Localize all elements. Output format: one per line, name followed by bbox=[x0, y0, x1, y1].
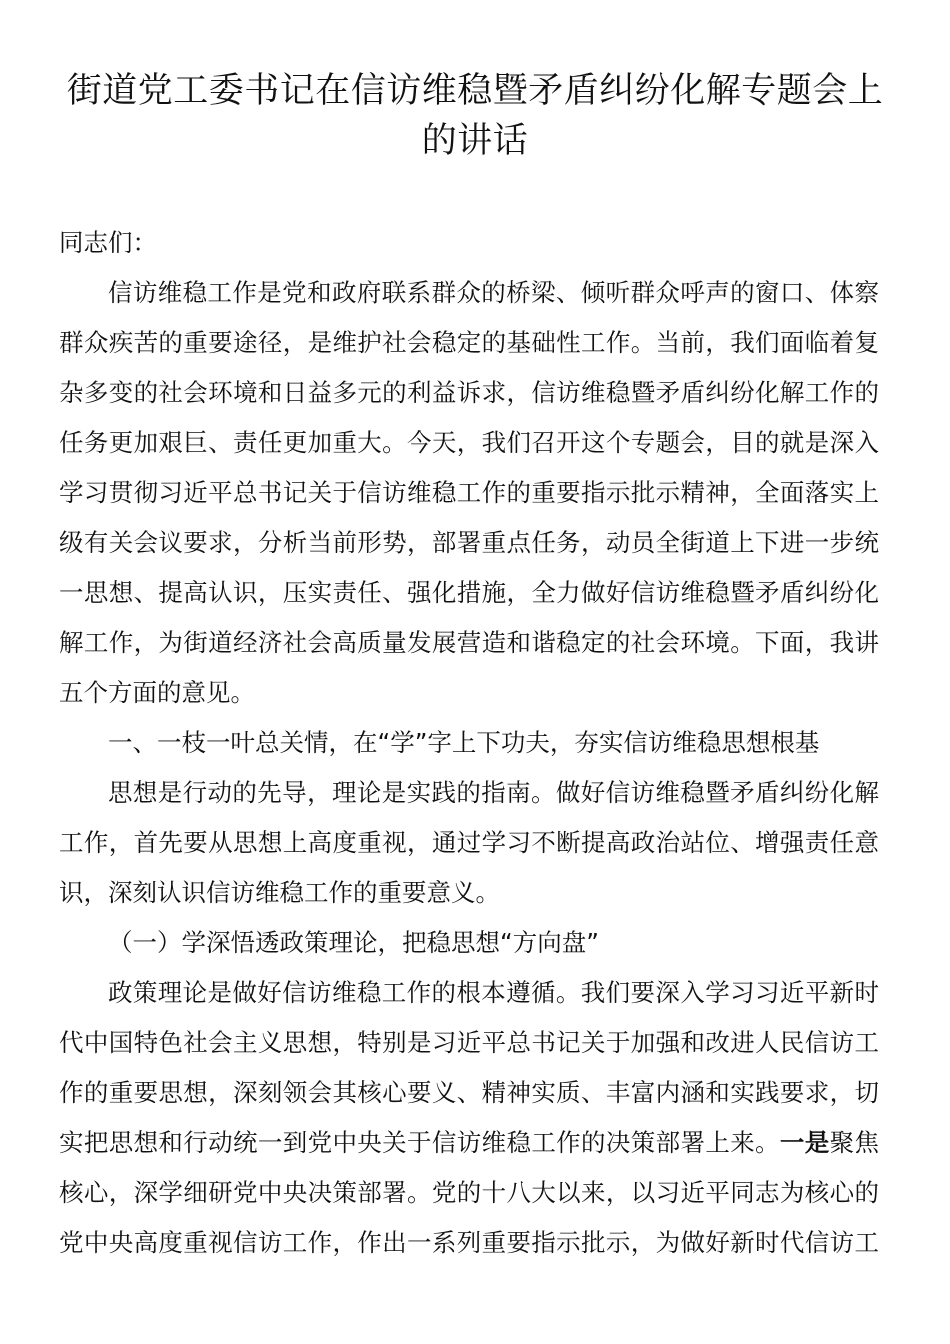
paragraph-line: 识，深刻认识信访维稳工作的重要意义。 bbox=[59, 878, 500, 907]
paragraph-line: 群众疾苦的重要途径，是维护社会稳定的基础性工作。当前，我们面临着复 bbox=[59, 328, 879, 357]
subsection-heading: （一）学深悟透政策理论，把稳思想“方向盘” bbox=[108, 928, 599, 957]
paragraph-line: 级有关会议要求，分析当前形势，部署重点任务，动员全街道上下进一步统 bbox=[59, 528, 879, 557]
title-line-2: 的讲话 bbox=[421, 121, 529, 161]
paragraph-text: 实把思想和行动统一到党中央关于信访维稳工作的决策部署上来。 bbox=[59, 1128, 780, 1157]
paragraph-text: 聚焦 bbox=[829, 1128, 879, 1157]
paragraph-line: 任务更加艰巨、责任更加重大。今天，我们召开这个专题会，目的就是深入 bbox=[59, 428, 879, 457]
paragraph-line: 作的重要思想，深刻领会其核心要义、精神实质、丰富内涵和实践要求，切 bbox=[59, 1078, 879, 1107]
paragraph-line: 工作，首先要从思想上高度重视，通过学习不断提高政治站位、增强责任意 bbox=[59, 828, 879, 857]
paragraph-line: 党中央高度重视信访工作，作出一系列重要指示批示，为做好新时代信访工 bbox=[59, 1228, 879, 1257]
paragraph-line: 解工作，为街道经济社会高质量发展营造和谐稳定的社会环境。下面，我讲 bbox=[59, 628, 879, 657]
paragraph-line: 核心，深学细研党中央决策部署。党的十八大以来，以习近平同志为核心的 bbox=[59, 1178, 879, 1207]
title-line-1: 街道党工委书记在信访维稳暨矛盾纠纷化解专题会上 bbox=[66, 71, 884, 111]
paragraph-line: 一思想、提高认识，压实责任、强化措施，全力做好信访维稳暨矛盾纠纷化 bbox=[59, 578, 879, 607]
paragraph-line: 代中国特色社会主义思想，特别是习近平总书记关于加强和改进人民信访工 bbox=[59, 1028, 879, 1057]
salutation: 同志们： bbox=[59, 228, 157, 257]
paragraph-line: 政策理论是做好信访维稳工作的根本遵循。我们要深入学习习近平新时 bbox=[108, 978, 879, 1007]
paragraph-line: 信访维稳工作是党和政府联系群众的桥梁、倾听群众呼声的窗口、体察 bbox=[108, 278, 879, 307]
paragraph-line: 思想是行动的先导，理论是实践的指南。做好信访维稳暨矛盾纠纷化解 bbox=[108, 778, 879, 807]
section-heading: 一、一枝一叶总关情，在“学”字上下功夫，夯实信访维稳思想根基 bbox=[108, 728, 820, 757]
paragraph-line: 杂多变的社会环境和日益多元的利益诉求，信访维稳暨矛盾纠纷化解工作的 bbox=[59, 378, 879, 407]
document-body bbox=[59, 218, 879, 1268]
emphasis-text: 一是 bbox=[779, 1128, 830, 1157]
paragraph-line-with-emphasis bbox=[59, 1118, 879, 1168]
paragraph-line: 五个方面的意见。 bbox=[59, 678, 255, 707]
document-title bbox=[60, 66, 890, 166]
paragraph-line: 学习贯彻习近平总书记关于信访维稳工作的重要指示批示精神，全面落实上 bbox=[59, 478, 879, 507]
